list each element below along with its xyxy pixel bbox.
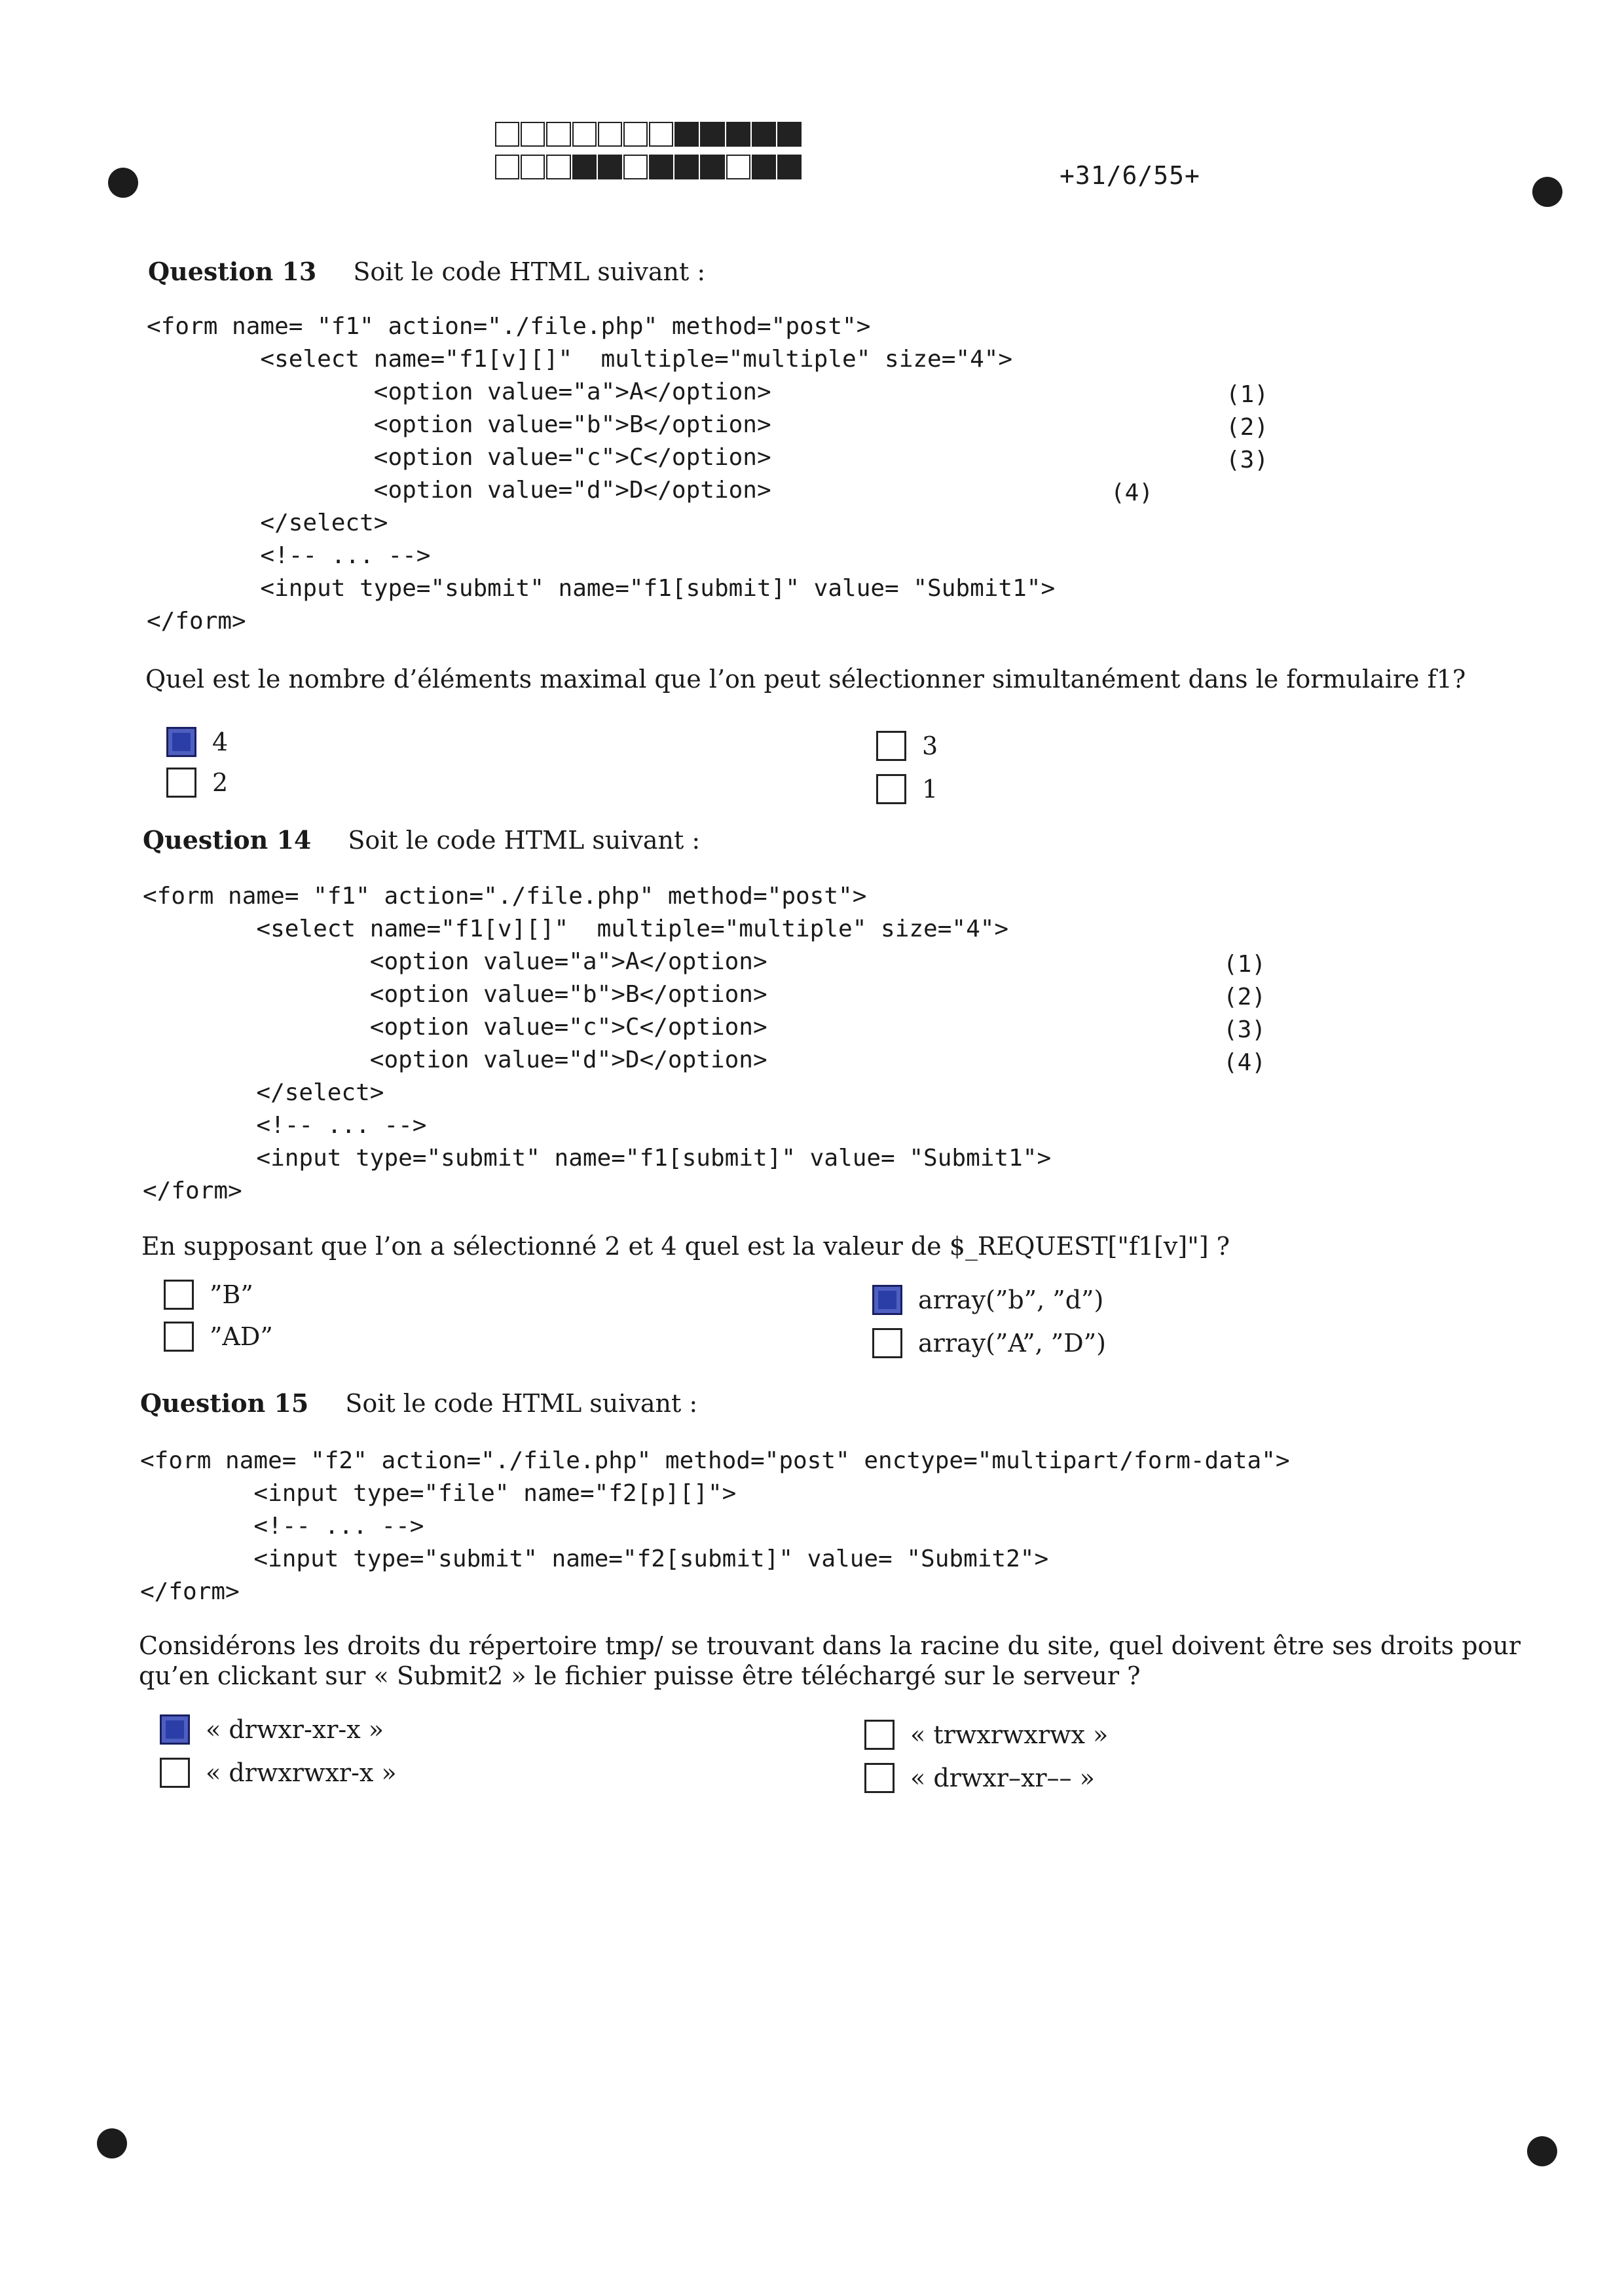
answer-option[interactable] [160,1758,397,1788]
code-line: <!-- ... --> [143,1112,427,1139]
checkbox[interactable] [160,1758,190,1788]
answer-option[interactable] [864,1763,1095,1793]
answer-option[interactable] [164,1322,273,1352]
question-13-code [147,310,1055,638]
code-line: <!-- ... --> [140,1513,424,1540]
checkbox[interactable] [164,1280,194,1310]
code-line: <option value="d">D</option> [143,1046,767,1073]
registration-mark-bottom-left [97,2128,127,2158]
checkbox[interactable] [864,1720,895,1750]
line-number: (3) [1226,447,1269,473]
code-line: <select name="f1[v][]" multiple="multiple" size="4"> [143,916,1009,942]
registration-mark-top-left [108,168,138,198]
code-line: <select name="f1[v][]" multiple="multiple" size="4"> [147,346,1013,373]
checkbox-checked[interactable] [160,1714,190,1745]
answer-label: « trwxrwxrwx » [910,1720,1109,1749]
answer-option[interactable] [872,1285,1103,1315]
checkbox[interactable] [164,1322,194,1352]
code-line: <option value="c">C</option> [147,444,771,471]
answer-option[interactable] [872,1328,1106,1358]
question-label: Question 13 [148,257,317,286]
code-line: <input type="submit" name="f1[submit]" value= "Submit1"> [147,575,1056,602]
checkbox[interactable] [166,768,196,798]
page-barcode [495,122,803,181]
code-line: <option value="b">B</option> [143,981,767,1008]
question-label: Question 14 [143,825,312,855]
answer-label: « drwxr–xr–– » [910,1764,1095,1792]
line-number: (2) [1226,414,1269,441]
checkbox-checked[interactable] [872,1285,902,1315]
code-line: <form name= "f1" action="./file.php" method="post"> [147,313,871,340]
answer-label: « drwxr-xr-x » [206,1715,384,1744]
answer-option[interactable] [864,1720,1108,1750]
question-intro: Soit le code HTML suivant : [348,826,701,855]
question-15-prompt: Considérons les droits du répertoire tmp/ se trouvant dans la racine du site, quel doivent être ses droits pour qu’en clickant sur « Submit2 » le fichier puisse être téléchargé sur le serveur ? [139,1631,1521,1690]
checkbox[interactable] [876,731,906,761]
line-number: (3) [1223,1016,1266,1043]
question-13-prompt: Quel est le nombre d’éléments maximal que l’on peut sélectionner simultanément dans le formulaire f1? [145,665,1466,694]
answer-option[interactable] [160,1714,384,1745]
question-14-code [143,880,1051,1208]
answer-label: ”B” [210,1280,253,1309]
question-label: Question 15 [140,1388,309,1418]
checkbox[interactable] [876,774,906,804]
code-line: <!-- ... --> [147,542,431,569]
line-number: (1) [1226,381,1269,408]
code-line: <form name= "f2" action="./file.php" method="post" enctype="multipart/form-data"> [140,1447,1290,1474]
code-line: <input type="submit" name="f2[submit]" value= "Submit2"> [140,1546,1049,1572]
checkbox[interactable] [872,1328,902,1358]
code-line: </form> [143,1177,242,1204]
checkbox[interactable] [864,1763,895,1793]
question-14-prompt: En supposant que l’on a sélectionné 2 et 4 quel est la valeur de $_REQUEST["f1[v]"] ? [141,1232,1230,1261]
question-intro: Soit le code HTML suivant : [345,1389,698,1418]
question-15-header [140,1388,697,1418]
code-line: <option value="a">A</option> [143,948,767,975]
checkbox-checked[interactable] [166,727,196,757]
answer-label: array(”A”, ”D”) [918,1329,1106,1358]
page-code: +31/6/55+ [1060,161,1200,190]
code-line: <option value="d">D</option> [147,477,771,504]
code-line: </select> [147,509,388,536]
line-number: (4) [1223,1049,1266,1076]
code-line: </select> [143,1079,384,1106]
code-line: </form> [147,608,246,635]
code-line: <option value="a">A</option> [147,379,771,405]
answer-option[interactable] [876,774,938,804]
question-15-code [140,1445,1290,1608]
code-line: </form> [140,1578,240,1605]
code-line: <option value="b">B</option> [147,411,771,438]
answer-option[interactable] [876,731,938,761]
line-number: (2) [1223,984,1266,1010]
answer-option[interactable] [164,1280,253,1310]
answer-label: array(”b”, ”d”) [918,1286,1104,1314]
registration-mark-bottom-right [1527,2136,1557,2166]
question-14-header [143,825,700,855]
answer-option[interactable] [166,768,228,798]
answer-label: 2 [212,768,229,797]
question-13-header [148,257,705,286]
answer-label: 3 [922,731,938,760]
code-line: <input type="file" name="f2[p][]"> [140,1480,737,1507]
code-line: <form name= "f1" action="./file.php" method="post"> [143,883,867,910]
code-line: <option value="c">C</option> [143,1014,767,1041]
answer-option[interactable] [166,727,228,757]
answer-label: ”AD” [210,1322,273,1351]
registration-mark-top-right [1532,177,1562,207]
answer-label: « drwxrwxr-x » [206,1758,397,1787]
code-line: <input type="submit" name="f1[submit]" value= "Submit1"> [143,1145,1052,1172]
answer-label: 1 [922,775,938,804]
answer-label: 4 [212,728,229,756]
question-intro: Soit le code HTML suivant : [353,257,706,286]
line-number: (1) [1223,951,1266,978]
line-number: (4) [1111,479,1154,506]
